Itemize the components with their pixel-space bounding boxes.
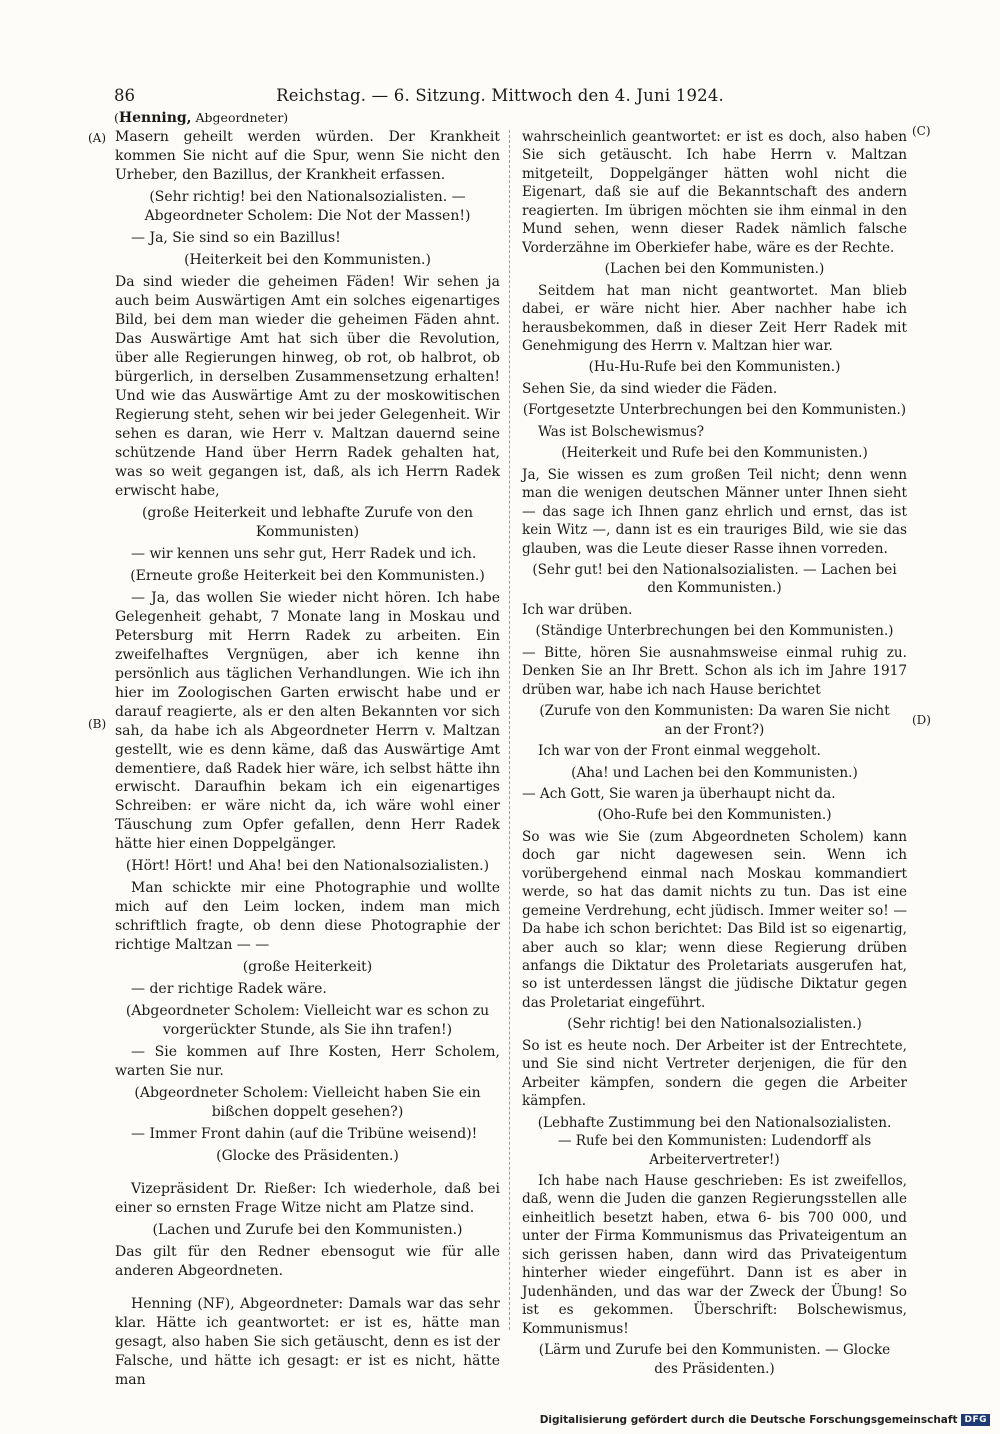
- paragraph: — Bitte, hören Sie ausnahmsweise einmal ruhig zu. Denken Sie an Ihr Brett. Schon als ich im Jahre 1917 drüben war, habe ich nach Hause berichtet: [522, 644, 907, 698]
- margin-mark-c: (C): [912, 124, 931, 138]
- paragraph: Was ist Bolschewismus?: [538, 423, 705, 440]
- paragraph: (Hört! Hört! und Aha! bei den Nationalsozialisten.): [125, 858, 490, 875]
- paragraph: Masern geheilt werden würden. Der Krankheit kommen Sie nicht auf die Spur, wenn Sie nicht den Urheber, den Bazillus, der Krankheit erfassen.: [115, 129, 500, 183]
- running-open: (: [114, 110, 119, 125]
- paragraph: — der richtige Radek wäre.: [131, 981, 327, 998]
- paragraph: Vizepräsident Dr. Rießer: Ich wiederhole, daß bei einer so ernsten Frage Witze nicht am Platze sind.: [115, 1181, 500, 1217]
- header-title: Reichstag. — 6. Sitzung. Mittwoch den 4. Juni 1924.: [276, 86, 724, 105]
- paragraph: Man schickte mir eine Photographie und wollte mich auf den Leim locken, indem man mich schriftlich fragte, ob denn diese Photographie der richtige Maltzan — —: [115, 880, 500, 954]
- paragraph: — Ach Gott, Sie waren ja überhaupt nicht da.: [522, 785, 836, 802]
- running-role: Abgeordneter): [195, 110, 289, 125]
- paragraph: Ich war drüben.: [522, 601, 633, 618]
- page-header: [114, 86, 724, 108]
- paragraph: (Erneute große Heiterkeit bei den Kommunisten.): [130, 567, 485, 584]
- margin-mark-d: (D): [912, 713, 931, 727]
- paragraph: (Sehr richtig! bei den Nationalsozialisten.): [567, 1016, 862, 1033]
- paragraph: Ich habe nach Hause geschrieben: Es ist zweifellos, daß, wenn die Juden die ganzen Regierungsstellen alle einheitlich besetzt haben, etwa 6- bis 700 000, und unter der Firma Kommunismus das Privateigentum an sich gerissen haben, dann wird das Privateigentum hinterher wieder eingeführt. Dann ist es aber in Judenhänden, und das war der Zweck der Übung! So ist es gekommen. Überschrift: Bolschewismus, Kommunismus!: [522, 1173, 907, 1337]
- margin-mark-a: (A): [88, 131, 107, 145]
- paragraph: Ja, Sie wissen es zum großen Teil nicht; denn wenn man die wenigen deutschen Männer unter Ihnen sieht — das sage ich Ihnen ganz ehrlich und ernst, das ist kein Witz —, dann ist es ein trauriges Bild, wie sie das glauben, was die Leute dieser Rasse ihnen vorreden.: [522, 466, 907, 557]
- paragraph: (Lärm und Zurufe bei den Kommunisten. — Glocke des Präsidenten.): [538, 1342, 891, 1377]
- paragraph: (Hu-Hu-Rufe bei den Kommunisten.): [588, 359, 841, 376]
- paragraph: — Ja, das wollen Sie wieder nicht hören. Ich habe Gelegenheit gehabt, 7 Monate lang in Moskau und Petersburg mit Herrn Radek zu arbeiten. Ein zweifelhaftes Vergnügen, aber ich kenne ihn persönlich aus täglichen Verhandlungen. Wie ich ihn hier im Zoologischen Garten erwischt habe und er darauf reagierte, als er den alten Bekannten vor sich sah, da habe ich als Abgeordneter Herrn v. Maltzan gestellt, wie es denn käme, daß das Auswärtige Amt dementiere, daß Radek hier wäre, ich selbst hätte ihn erwischt. Daraufhin bekam ich ein eigenartiges Schreiben: er wäre nicht da, ich wäre wohl einer Täuschung zum Opfer gefallen, denn Herr Radek hätte hier einen Doppelgänger.: [115, 589, 500, 853]
- paragraph: Sehen Sie, da sind wieder die Fäden.: [522, 380, 778, 397]
- paragraph: Henning (NF), Abgeordneter: Damals war das sehr klar. Hätte ich geantwortet: er ist es, hätte man gesagt, also haben Sie sich getäuscht, denn es ist der Falsche, und hätte ich gesagt: er ist es nicht, hätte man: [115, 1296, 500, 1389]
- page-number: 86: [114, 86, 135, 105]
- paragraph: — Sie kommen auf Ihre Kosten, Herr Scholem, warten Sie nur.: [115, 1044, 500, 1080]
- paragraph: (Sehr richtig! bei den Nationalsozialisten. — Abgeordneter Scholem: Die Not der Massen!): [144, 188, 471, 224]
- paragraph: (Fortgesetzte Unterbrechungen bei den Kommunisten.): [522, 402, 907, 419]
- paragraph: (Oho-Rufe bei den Kommunisten.): [597, 807, 832, 824]
- paragraph: So was wie Sie (zum Abgeordneten Scholem) kann doch gar nicht dagewesen sein. Wenn ich vorübergehend einmal nach Moskau kommandiert werde, so hat das damit nichts zu tun. Das ist eine gemeine Verdrehung, echt jüdisch. Immer weiter so! — Da habe ich schon berichtet: Das Bild ist so eigenartig, aber auch so klar; wenn diese Regierung drüben anfangs die Diktatur des Proletariats ausgerufen hat, so ist unterdessen längst die jüdische Diktatur gegen das Proletariat eingeführt.: [522, 828, 907, 1011]
- running-speaker: Henning,: [118, 110, 192, 126]
- column-divider: [509, 130, 510, 1330]
- dfg-logo: DFG: [961, 1414, 990, 1426]
- left-column: [115, 128, 500, 1393]
- paragraph: wahrscheinlich geantwortet: er ist es doch, also haben Sie sich getäuscht. Ich habe Herrn v. Maltzan mitgeteilt, Doppelgänger hätten wohl nicht die Eigenart, daß sie auf die Bekanntschaft des andern reagierten. Im übrigen möchten sie ihm einmal in den Mund sehen, wenn dieser Radek nämlich falsche Vorderzähne im Oberkiefer habe, wäre es der Rechte.: [522, 129, 907, 256]
- paragraph: (Heiterkeit bei den Kommunisten.): [184, 251, 431, 268]
- paragraph: So ist es heute noch. Der Arbeiter ist der Entrechtete, und Sie sind nicht Vertreter derjenigen, die für den Arbeiter kämpfen, sondern die gegen die Arbeiter kämpfen.: [522, 1037, 907, 1110]
- footer-text: Digitalisierung gefördert durch die Deutsche Forschungsgemeinschaft: [539, 1414, 958, 1426]
- paragraph: (Sehr gut! bei den Nationalsozialisten. — Lachen bei den Kommunisten.): [532, 561, 897, 597]
- paragraph: (große Heiterkeit und lebhafte Zurufe von den Kommunisten): [141, 504, 474, 540]
- right-column: [522, 128, 907, 1381]
- footer: [540, 1414, 990, 1426]
- paragraph: (Heiterkeit und Rufe bei den Kommunisten.): [561, 445, 868, 462]
- paragraph: (Aha! und Lachen bei den Kommunisten.): [571, 764, 858, 781]
- paragraph: Seitdem hat man nicht geantwortet. Man blieb dabei, er wäre nicht hier. Aber nachher habe ich herausbekommen, daß in dieser Zeit Herr Radek mit Genehmigung des Herrn v. Maltzan hier war.: [522, 282, 907, 354]
- running-head: [114, 110, 288, 126]
- paragraph: (große Heiterkeit): [242, 959, 373, 976]
- paragraph: Ich war von der Front einmal weggeholt.: [538, 743, 821, 760]
- paragraph: Das gilt für den Redner ebensogut wie für alle anderen Abgeordneten.: [115, 1244, 500, 1280]
- paragraph: (Abgeordneter Scholem: Vielleicht haben Sie ein bißchen doppelt gesehen?): [134, 1085, 481, 1121]
- paragraph: (Zurufe von den Kommunisten: Da waren Sie nicht an der Front?): [539, 703, 890, 738]
- paragraph: Da sind wieder die geheimen Fäden! Wir sehen ja auch beim Auswärtigen Amt ein solches eigenartiges Bild, bei dem man wieder die geheimen Fäden ahnt. Das Auswärtige Amt hat sich über die Revolution, über alle Regierungen hinweg, ob rot, ob halbrot, ob bürgerlich, in derselben Zusammensetzung erhalten! Und wie das Auswärtige Amt zu der moskowitischen Regierung steht, sehen wir bei jeder Gelegenheit. Wir sehen es daran, wie Herr v. Maltzan dauernd seine schützende Hand über Herrn Radek gehalten hat, was so weit gegangen ist, daß, als ich Herrn Radek erwischt habe,: [115, 273, 500, 499]
- paragraph: (Lachen und Zurufe bei den Kommunisten.): [152, 1222, 463, 1239]
- paragraph: — Immer Front dahin (auf die Tribüne weisend)!: [131, 1126, 478, 1143]
- paragraph: — wir kennen uns sehr gut, Herr Radek und ich.: [131, 545, 477, 562]
- paragraph: (Ständige Unterbrechungen bei den Kommunisten.): [535, 623, 894, 640]
- paragraph: (Glocke des Präsidenten.): [216, 1148, 399, 1165]
- margin-mark-b: (B): [88, 717, 107, 731]
- paragraph: (Lachen bei den Kommunisten.): [604, 261, 825, 278]
- paragraph: (Abgeordneter Scholem: Vielleicht war es schon zu vorgerückter Stunde, als Sie ihn trafen!): [125, 1003, 490, 1039]
- paragraph: (Lebhafte Zustimmung bei den Nationalsozialisten. — Rufe bei den Kommunisten: Ludendorff als Arbeitervertreter!): [537, 1114, 892, 1168]
- paragraph: — Ja, Sie sind so ein Bazillus!: [131, 229, 341, 246]
